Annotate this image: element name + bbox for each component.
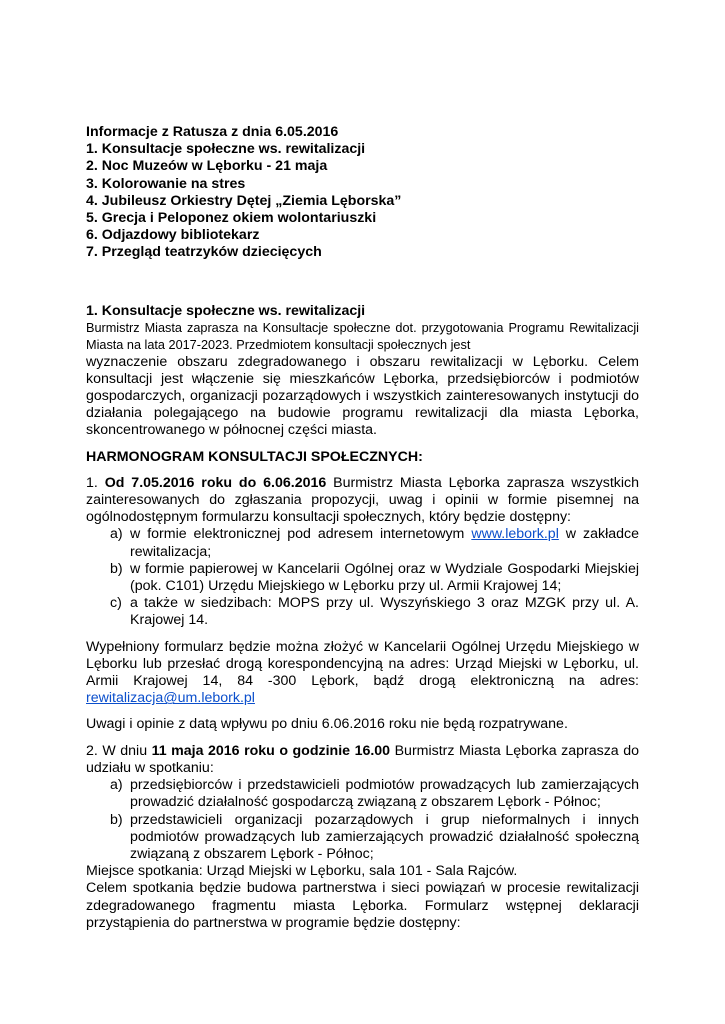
- document-page: [86, 124, 639, 932]
- list-item: c) a także w siedzibach: MOPS przy ul. Wyszyńskiego 3 oraz MZGK przy ul. A. Krajowej 14.: [110, 595, 639, 629]
- toc-item: 4. Jubileusz Orkiestry Dętej „Ziemia Lęborska”: [86, 192, 402, 209]
- section-intro-small: Burmistrz Miasta zaprasza na Konsultacje społeczne dot. przygotowania Programu Rewitalizacji Miasta na lata 2017-2023. Przedmiotem konsultacji społecznych jest: [86, 320, 639, 352]
- schedule-paragraph-4: 2. W dniu 11 maja 2016 roku o godzinie 16.00 Burmistrz Miasta Lęborka zaprasza do udziału w spotkaniu:: [86, 742, 639, 776]
- toc-item: 3. Kolorowanie na stres: [86, 175, 246, 192]
- toc-item: 1. Konsultacje społeczne ws. rewitalizacji: [86, 141, 366, 158]
- list-item: a) w formie elektronicznej pod adresem internetowym www.lebork.pl w zakładce rewitalizacja;: [110, 526, 639, 560]
- document-header: [86, 124, 639, 262]
- list-item: a) przedsiębiorców i przedstawicieli podmiotów prowadzących lub zamierzających prowadzić działalność gospodarczą związaną z obszarem Lębork - Północ;: [110, 777, 639, 811]
- section-intro-text: wyznaczenie obszaru zdegradowanego i obszaru rewitalizacji w Lęborku. Celem konsultacji jest włączenie się mieszkańców Lęborka, przedsiębiorców i podmiotów gospodarczych, organizacji pozarządowych i wszystkich zainteresowanych instytucji do działania polegającego na budowie programu rewitalizacji dla miasta Lęborka, skoncentrowanego w północnej części miasta.: [86, 353, 639, 439]
- meeting-datetime: 11 maja 2016 roku o godzinie 16.00: [151, 742, 391, 759]
- availability-list: [86, 526, 639, 629]
- schedule-paragraph-3: Uwagi i opinie z datą wpływu po dniu 6.06.2016 roku nie będą rozpatrywane.: [86, 716, 568, 733]
- header-title: Informacje z Ratusza z dnia 6.05.2016: [86, 124, 339, 140]
- website-link[interactable]: www.lebork.pl: [471, 526, 559, 543]
- toc-item: 6. Odjazdowy bibliotekarz: [86, 227, 260, 244]
- toc-item: 2. Noc Muzeów w Lęborku - 21 maja: [86, 158, 328, 175]
- schedule-paragraph-6: Celem spotkania będzie budowa partnerstwa i sieci powiązań w procesie rewitalizacji zdegradowanego fragmentu miasta Lęborka. Formularz wstępnej deklaracji przystąpienia do partnerstwa w programie będzie dostępny:: [86, 880, 639, 931]
- email-link[interactable]: rewitalizacja@um.lebork.pl: [86, 690, 255, 707]
- meeting-location: Miejsce spotkania: Urząd Miejski w Lęborku, sala 101 - Sala Rajców.: [86, 863, 518, 880]
- schedule-paragraph-2: Wypełniony formularz będzie można złożyć w Kancelarii Ogólnej Urzędu Miejskiego w Lęborku lub przesłać drogą korespondencyjną na adres: Urząd Miejski w Lęborku, ul. Armii Krajowej 14, 84 -300 Lębork, bądź drogą elektroniczną na adres: rewitalizacja@um.lebork.pl: [86, 638, 639, 707]
- section-title: 1. Konsultacje społeczne ws. rewitalizacji: [86, 302, 366, 319]
- schedule-paragraph-1: 1. Od 7.05.2016 roku do 6.06.2016 Burmistrz Miasta Lęborka zaprasza wszystkich zainteresowanych do zgłaszania propozycji, uwag i opinii w formie pisemnej na ogólnodostępnym formularzu konsultacji społecznych, który będzie dostępny:: [86, 474, 639, 526]
- date-range: Od 7.05.2016 roku do 6.06.2016: [104, 474, 327, 491]
- schedule-heading: HARMONOGRAM KONSULTACJI SPOŁECZNYCH:: [86, 448, 423, 465]
- list-item: b) przedstawicieli organizacji pozarządowych i grup nieformalnych i innych podmiotów prowadzących lub zamierzających prowadzić działalność społeczną związaną z obszarem Lębork - Północ;: [110, 811, 639, 862]
- list-item: b) w formie papierowej w Kancelarii Ogólnej oraz w Wydziale Gospodarki Miejskiej (pok. C101) Urzędu Miejskiego w Lęborku przy ul. Armii Krajowej 14;: [110, 560, 639, 595]
- toc-item: 7. Przegląd teatrzyków dziecięcych: [86, 244, 322, 261]
- invitees-list: [86, 777, 639, 863]
- toc-item: 5. Grecja i Peloponez okiem wolontariuszki: [86, 210, 377, 227]
